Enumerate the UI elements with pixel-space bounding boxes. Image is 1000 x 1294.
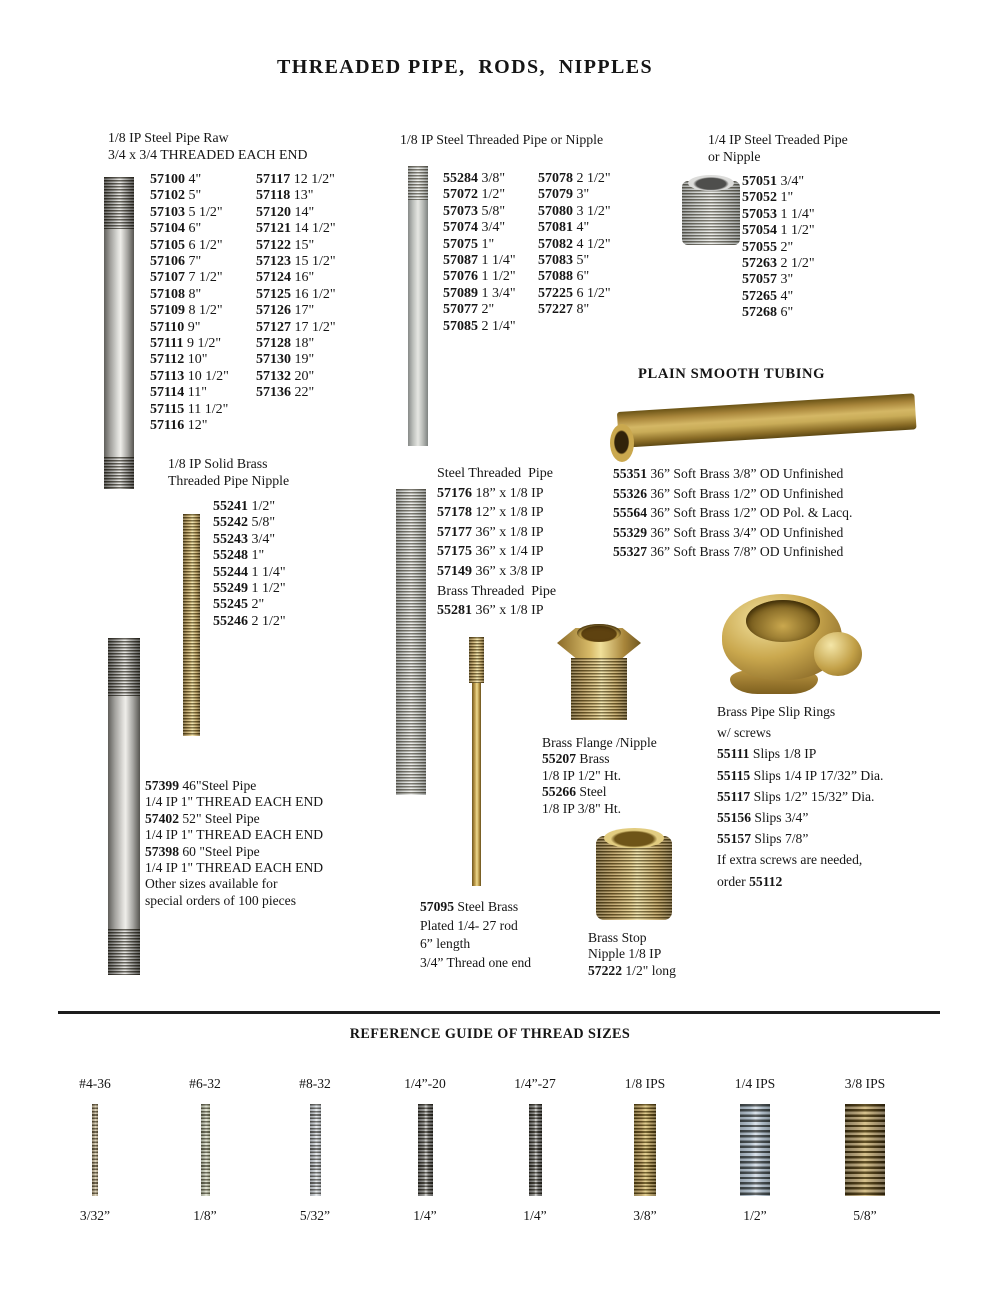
thread-diameter: 1/8” — [193, 1208, 217, 1223]
brass-flange-text — [542, 735, 657, 817]
catalog-line: Nipple 1/8 IP — [588, 946, 662, 962]
thread-guide-column — [480, 1076, 590, 1224]
pipe-thread-bottom — [104, 457, 134, 489]
solid-brass-nipple-heading — [168, 455, 289, 489]
catalog-line: Other sizes available for — [145, 876, 278, 892]
catalog-line: 57111 9 1/2" — [150, 336, 222, 352]
threaded-nipple-list-col2 — [538, 171, 611, 319]
catalog-line: 57082 4 1/2" — [538, 236, 611, 252]
catalog-line: 55329 36” Soft Brass 3/4” OD Unfinished — [613, 524, 844, 540]
tube-open-end — [610, 424, 634, 462]
thread-diameter: 1/4” — [413, 1208, 437, 1223]
catalog-line: 57175 36” x 1/4 IP — [437, 544, 544, 560]
catalog-line: 57122 15" — [256, 237, 315, 253]
threaded-rod-image — [529, 1104, 542, 1196]
steel-threaded-pipe-heading: 1/8 IP Steel Threaded Pipe or Nipple — [400, 132, 604, 147]
catalog-line: 57120 14" — [256, 204, 315, 220]
thread-label: 3/8 IPS — [844, 1076, 886, 1091]
heading-line: 1/8 IP Solid Brass — [168, 456, 268, 471]
catalog-line: 55327 36” Soft Brass 7/8” OD Unfinished — [613, 544, 844, 560]
catalog-line: 57115 11 1/2" — [150, 401, 229, 417]
catalog-line: 57102 5" — [150, 188, 202, 204]
catalog-line: 55207 Brass — [542, 751, 610, 767]
catalog-line: 57054 1 1/2" — [742, 223, 815, 239]
brass-rod-thread-end-image — [469, 637, 484, 683]
thread-guide-column — [590, 1076, 700, 1224]
brass-flange-image — [557, 622, 641, 722]
stop-nipple-body — [596, 836, 672, 920]
catalog-line: 57116 12" — [150, 418, 208, 434]
tubing-list — [613, 464, 852, 562]
catalog-line: 57072 1/2" — [443, 187, 506, 203]
catalog-line: 1/4 IP 1" THREAD EACH END — [145, 827, 324, 843]
thread-guide-column — [700, 1076, 810, 1224]
catalog-line: 57083 5" — [538, 253, 590, 269]
thread-guide-column — [810, 1076, 920, 1224]
thread-label: 1/4 IPS — [734, 1076, 776, 1091]
solid-brass-nipple-list — [213, 499, 286, 630]
steel-pipe-raw-list-col1 — [150, 172, 229, 435]
allthread-rod-image — [396, 489, 426, 795]
pipe-body — [408, 166, 428, 446]
nipple-opening — [688, 175, 734, 191]
pipe-thread-top — [408, 166, 428, 200]
catalog-line: 57123 15 1/2" — [256, 254, 336, 270]
catalog-line: 57076 1 1/2" — [443, 269, 516, 285]
pipe-threads — [396, 489, 426, 795]
heading-line: 1/8 IP Steel Pipe Raw — [108, 130, 229, 145]
brass-nipple-rod-image — [183, 514, 200, 736]
catalog-line: 57110 9" — [150, 319, 201, 335]
thread-label: 1/4”-27 — [514, 1076, 556, 1091]
long-steel-pipe-image — [108, 638, 140, 975]
catalog-line: 57132 20" — [256, 368, 315, 384]
threaded-rod-image — [201, 1104, 210, 1196]
catalog-line: 55564 36” Soft Brass 1/2” OD Pol. & Lacq. — [613, 505, 853, 521]
thread-label: 1/4”-20 — [404, 1076, 446, 1091]
threaded-rod-image — [310, 1104, 321, 1196]
tube-body — [617, 393, 917, 448]
catalog-line: 55248 1" — [213, 548, 265, 564]
flange-opening — [577, 624, 621, 642]
catalog-line: 1/8 IP 1/2" Ht. — [542, 767, 622, 783]
catalog-line: Steel Threaded Pipe — [437, 466, 553, 481]
catalog-line: 57117 12 1/2" — [256, 172, 335, 187]
thread-diameter: 5/32” — [299, 1208, 331, 1223]
catalog-line: Brass Flange /Nipple — [542, 735, 657, 750]
flange-thread-shank — [571, 658, 627, 720]
catalog-line: 1/8 IP 3/8" Ht. — [542, 800, 622, 816]
catalog-line: 55284 3/8" — [443, 171, 506, 186]
catalog-line: 57399 46"Steel Pipe — [145, 778, 257, 793]
catalog-line: 57077 2" — [443, 302, 495, 318]
catalog-line: 55351 36” Soft Brass 3/8” OD Unfinished — [613, 466, 844, 481]
catalog-line: 57055 2" — [742, 239, 794, 255]
catalog-line: 55156 Slips 3/4” — [717, 810, 809, 826]
catalog-line: 55117 Slips 1/2” 15/32” Dia. — [717, 788, 875, 804]
catalog-line: 57079 3" — [538, 187, 590, 203]
slip-rings-text — [717, 701, 883, 892]
thread-size-guide — [40, 1076, 920, 1224]
brass-stop-nipple-text — [588, 930, 676, 979]
catalog-line: 57149 36” x 3/8 IP — [437, 563, 544, 579]
heading-line: or Nipple — [708, 149, 761, 164]
catalog-line: 57177 36” x 1/8 IP — [437, 524, 544, 540]
catalog-line: 57103 5 1/2" — [150, 204, 223, 220]
catalog-line: 3/4” Thread one end — [420, 954, 532, 970]
thread-label: #4-36 — [79, 1076, 111, 1091]
pipe-body — [472, 683, 481, 886]
catalog-line: 55115 Slips 1/4 IP 17/32” Dia. — [717, 767, 884, 783]
catalog-line: 57225 6 1/2" — [538, 285, 611, 301]
catalog-line: 57104 6" — [150, 221, 202, 237]
catalog-line: 57085 2 1/4" — [443, 318, 516, 334]
catalog-line: 57107 7 1/2" — [150, 270, 223, 286]
catalog-line: 57106 7" — [150, 254, 202, 270]
catalog-line: w/ screws — [717, 725, 771, 741]
catalog-line: 55241 1/2" — [213, 499, 276, 514]
catalog-line: Brass Stop — [588, 930, 647, 945]
catalog-line: 57073 5/8" — [443, 203, 506, 219]
thread-diameter: 3/8” — [633, 1208, 657, 1223]
catalog-line: 55243 3/4" — [213, 531, 276, 547]
slip-ring-hole — [746, 600, 820, 642]
thread-guide-column — [150, 1076, 260, 1224]
steel-pipe-raw-list-col2 — [256, 172, 336, 402]
catalog-line: 55242 5/8" — [213, 515, 276, 531]
section-divider — [58, 1011, 940, 1014]
catalog-line: 57057 3" — [742, 272, 794, 288]
thread-diameter: 1/2” — [743, 1208, 767, 1223]
threaded-nipple-list-col1 — [443, 171, 516, 335]
brass-stop-nipple-image — [596, 828, 672, 920]
catalog-line: 57108 8" — [150, 286, 202, 302]
catalog-line: order 55112 — [717, 873, 783, 889]
long-steel-pipe-text — [145, 778, 323, 909]
catalog-line: If extra screws are needed, — [717, 852, 863, 868]
quarter-ip-list — [742, 174, 815, 322]
catalog-line: 57227 8" — [538, 302, 590, 318]
pipe-threads — [571, 658, 627, 720]
catalog-line: 57128 18" — [256, 336, 315, 352]
thread-label: #6-32 — [189, 1076, 221, 1091]
pipe-thread-bottom — [108, 929, 140, 975]
thread-guide-column — [370, 1076, 480, 1224]
catalog-line: 55157 Slips 7/8” — [717, 831, 809, 847]
catalog-line: 55249 1 1/2" — [213, 581, 286, 597]
steel-nipple-pipe-image — [408, 166, 428, 446]
catalog-line: 57263 2 1/2" — [742, 256, 815, 272]
heading-line: 3/4 x 3/4 THREADED EACH END — [108, 147, 308, 162]
catalog-line: 1/4 IP 1" THREAD EACH END — [145, 860, 324, 876]
catalog-line: 57124 16" — [256, 270, 315, 286]
catalog-line: 57113 10 1/2" — [150, 368, 229, 384]
quarter-ip-heading — [708, 131, 848, 165]
catalog-line: 57178 12” x 1/8 IP — [437, 505, 544, 521]
thread-guide-column — [260, 1076, 370, 1224]
catalog-line: 6” length — [420, 936, 471, 951]
catalog-line: 57114 11" — [150, 385, 207, 401]
catalog-line: 57105 6 1/2" — [150, 237, 223, 253]
catalog-line: 57125 16 1/2" — [256, 286, 336, 302]
brass-tubing-image — [608, 398, 918, 462]
threaded-rod-image — [740, 1104, 770, 1196]
plain-smooth-tubing-heading: PLAIN SMOOTH TUBING — [638, 366, 826, 382]
pipe-thread-top — [108, 638, 140, 696]
catalog-line: 55266 Steel — [542, 784, 607, 800]
heading-line: Threaded Pipe Nipple — [168, 473, 290, 488]
catalog-line: 55281 36” x 1/8 IP — [437, 603, 544, 619]
catalog-line: Brass Threaded Pipe — [437, 583, 557, 599]
catalog-line: 57087 1 1/4" — [443, 253, 516, 269]
brass-rod-shaft-image — [472, 683, 481, 886]
catalog-line: 57130 19" — [256, 352, 315, 368]
thread-diameter: 1/4” — [523, 1208, 547, 1223]
catalog-line: 57080 3 1/2" — [538, 203, 611, 219]
thread-label: 1/8 IPS — [624, 1076, 666, 1091]
catalog-line: 57074 3/4" — [443, 220, 506, 236]
catalog-line: 55245 2" — [213, 597, 265, 613]
page-title: THREADED PIPE, RODS, NIPPLES — [277, 56, 653, 78]
thread-diameter: 3/32” — [79, 1208, 111, 1223]
catalog-line: 57053 1 1/4" — [742, 206, 815, 222]
pipe-threads — [596, 836, 672, 920]
catalog-line: 57109 8 1/2" — [150, 303, 223, 319]
catalog-line: 57075 1" — [443, 236, 495, 252]
steel-brass-rod-text — [420, 898, 531, 972]
catalog-line: 57127 17 1/2" — [256, 319, 336, 335]
slip-ring-screw-knob — [814, 632, 862, 676]
catalog-line: 57222 1/2" long — [588, 962, 676, 978]
steel-pipe-raw-heading — [108, 129, 307, 163]
catalog-line: 57088 6" — [538, 269, 590, 285]
catalog-line: 57081 4" — [538, 220, 590, 236]
threaded-rod-image — [845, 1104, 885, 1196]
catalog-line: 57265 4" — [742, 288, 794, 304]
pipe-threads — [183, 514, 200, 736]
catalog-line: special orders of 100 pieces — [145, 892, 296, 908]
catalog-line: 57100 4" — [150, 172, 202, 187]
thread-label: #8-32 — [299, 1076, 331, 1091]
catalog-line: 57118 13" — [256, 188, 314, 204]
catalog-line: 55244 1 1/4" — [213, 564, 286, 580]
catalog-line: 55326 36” Soft Brass 1/2” OD Unfinished — [613, 485, 844, 501]
catalog-line: 57095 Steel Brass — [420, 899, 519, 914]
catalog-line: 57136 22" — [256, 385, 315, 401]
steel-pipe-image — [104, 177, 134, 489]
catalog-line: 57176 18” x 1/8 IP — [437, 485, 544, 501]
thread-diameter: 5/8” — [853, 1208, 877, 1223]
threaded-rod-image — [92, 1104, 98, 1196]
pipe-thread-top — [104, 177, 134, 229]
catalog-line: 57051 3/4" — [742, 174, 805, 189]
catalog-line: 55246 2 1/2" — [213, 613, 286, 629]
catalog-line: 57268 6" — [742, 305, 794, 321]
catalog-line: 57112 10" — [150, 352, 208, 368]
threaded-rod-image — [634, 1104, 656, 1196]
catalog-line: Brass Pipe Slip Rings — [717, 704, 836, 719]
thread-guide-column — [40, 1076, 150, 1224]
catalog-line: 57398 60 "Steel Pipe — [145, 843, 260, 859]
catalog-line: 57089 1 3/4" — [443, 285, 516, 301]
reference-guide-title: REFERENCE GUIDE OF THREAD SIZES — [349, 1026, 631, 1042]
brass-slip-ring-image — [716, 590, 868, 700]
catalog-line: 57402 52" Steel Pipe — [145, 810, 260, 826]
catalog-line: Plated 1/4- 27 rod — [420, 917, 518, 933]
catalog-line: 57078 2 1/2" — [538, 171, 611, 186]
catalog-line: 55111 Slips 1/8 IP — [717, 746, 817, 762]
steel-nipple-image — [682, 175, 740, 245]
threaded-rod-image — [418, 1104, 433, 1196]
catalog-line: 1/4 IP 1" THREAD EACH END — [145, 794, 324, 810]
catalog-line: 57052 1" — [742, 190, 794, 206]
catalog-line: 57121 14 1/2" — [256, 221, 336, 237]
heading-line: 1/4 IP Steel Treaded Pipe — [708, 132, 848, 147]
steel-threaded-pipe-list — [437, 464, 556, 621]
pipe-threads — [469, 637, 484, 683]
catalog-line: 57126 17" — [256, 303, 315, 319]
stop-nipple-opening — [604, 828, 664, 848]
